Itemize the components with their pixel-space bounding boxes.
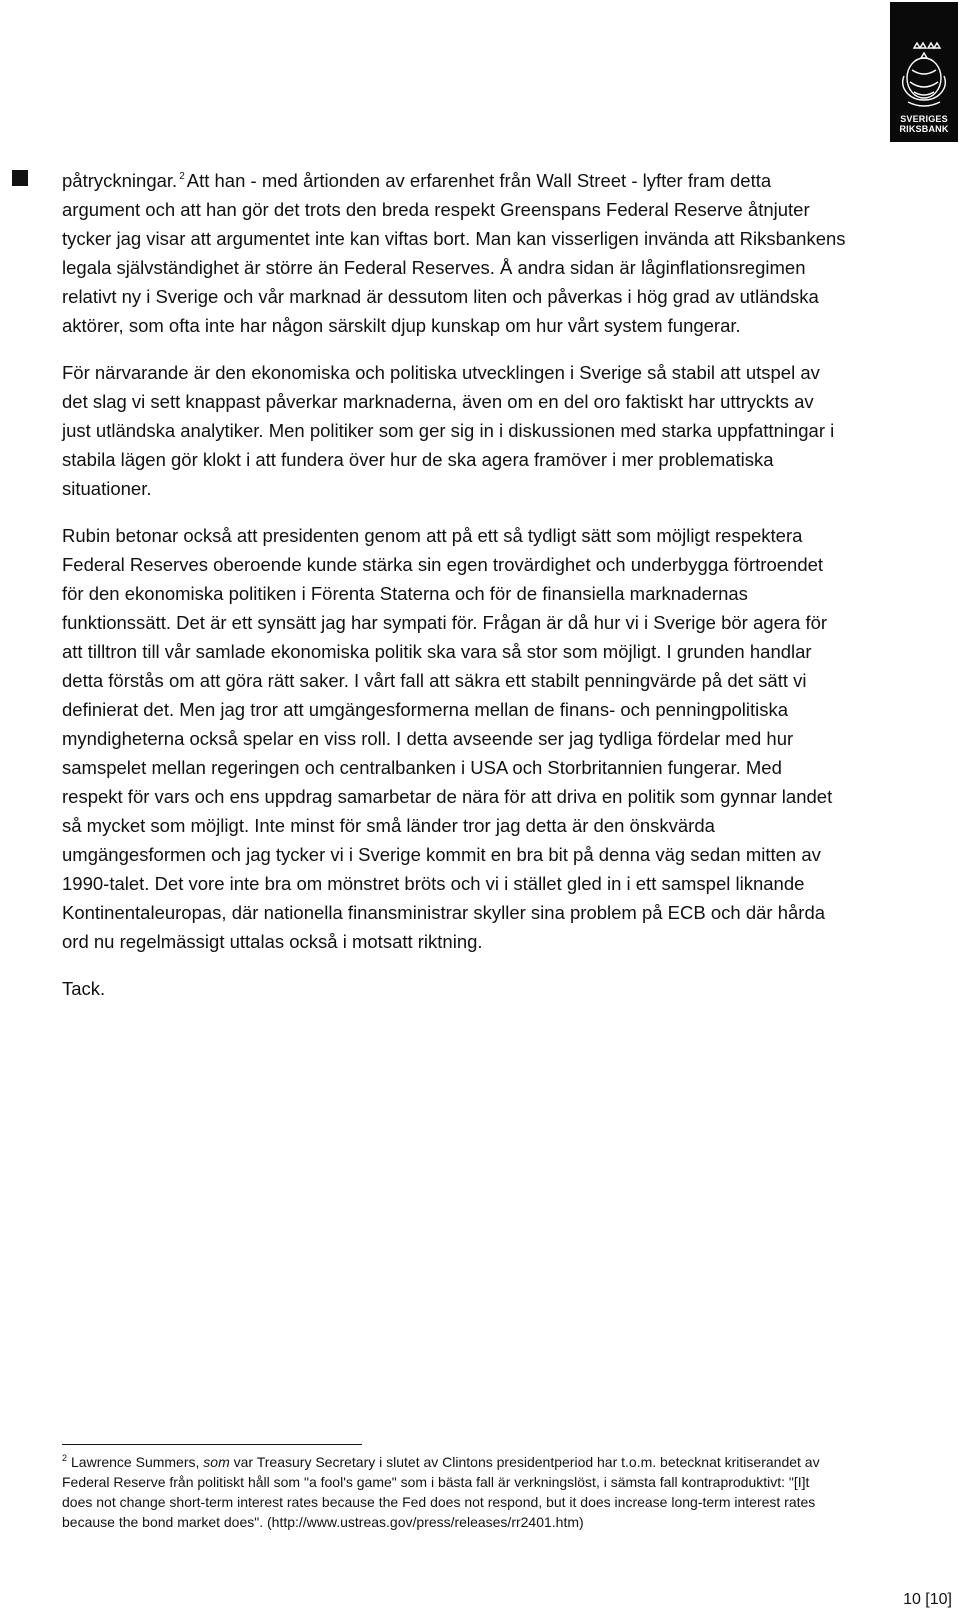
footnote-italic: som — [203, 1454, 230, 1470]
footnote — [62, 1452, 840, 1532]
footnote-ref: 2 — [179, 171, 185, 182]
paragraph-2: För närvarande är den ekonomiska och politiska utvecklingen i Sverige så stabil att utspel av det slag vi sett knappast påverkar marknaderna, även om en del oro faktiskt har uttryckts av just utländska analytiker. Men politiker som ger sig in i diskussionen med starka uppfattningar i stabila lägen gör klokt i att fundera över hur de ska agera framöver i mer problematiska situationer. — [62, 362, 835, 499]
riksbank-logo — [890, 2, 958, 142]
page-number: 10 [10] — [903, 1591, 952, 1608]
paragraph-1-rest: Att han - med årtionden av erfarenhet från Wall Street - lyfter fram detta argument och att han gör det trots den breda respekt Greenspans Federal Reserve åtnjuter tycker jag visar att argumentet inte kan viftas bort. Man kan visserligen invända att Riksbankens legala självständighet är större än Federal Reserves. Å andra sidan är låginflationsregimen relativt ny i Sverige och vår marknad är dessutom liten och påverkas i hög grad av utländska aktörer, som ofta inte har någon särskilt djup kunskap om hur vårt system fungerar. — [62, 170, 846, 336]
paragraph-3: Rubin betonar också att presidenten genom att på ett så tydligt sätt som möjligt respektera Federal Reserves oberoende kunde stärka sin egen trovärdighet och underbygga förtroendet för den ekonomiska politiken i Förenta Staterna och för de finansiella marknadernas funktionssätt. Det är ett synsätt jag har sympati för. Frågan är då hur vi i Sverige bör agera för att tilltron till vår samlade ekonomiska politik ska vara så stor som möjligt. I grunden handlar detta förstås om att göra rätt saker. I vårt fall att säkra ett stabilt penningvärde på det sätt vi definierat det. Men jag tror att umgängesformerna mellan de finans- och penningpolitiska myndigheterna också spelar en viss roll. I detta avseende ser jag tydliga fördelar med hur samspelet mellan regeringen och centralbanken i USA och Storbritannien fungerar. Med respekt för vars och ens uppdrag samarbetar de nära för att driva en politik som gynnar landet så mycket som möjligt. Inte minst för små länder tror jag detta är den önskvärda umgängesformen och jag tycker vi i Sverige kommit en bra bit på denna väg sedan mitten av 1990-talet. Det vore inte bra om mönstret bröts och vi i stället gled in i ett samspel liknande Kontinentaleuropas, där nationella finansministrar skyller sina problem på ECB och där hårda ord nu regelmässigt uttalas också i motsatt riktning. — [62, 525, 833, 952]
paragraph-4: Tack. — [62, 978, 106, 999]
footnote-number: 2 — [62, 1453, 68, 1463]
crown-crest-icon — [896, 40, 952, 112]
body-text — [62, 166, 846, 1021]
footnote-divider — [62, 1444, 362, 1445]
logo-text-line1: SVERIGES — [900, 114, 948, 124]
logo-text-line2: RIKSBANK — [899, 124, 949, 134]
footnote-text-rest: var Treasury Secretary i slutet av Clintons presidentperiod har t.o.m. betecknat kritiserandet av Federal Reserve från politiskt håll som "a fool's game" som i bästa fall är verkningslöst, i sämsta fall kontraproduktivt: "[I]t does not change short-term interest rates because the Fed does not respond, but it does increase long-term interest rates because the bond market does". (http://www.ustreas.gov/press/releases/rr2401.htm) — [62, 1454, 820, 1530]
section-marker — [12, 170, 28, 186]
paragraph-1 — [62, 166, 846, 340]
paragraph-1-start: påtryckningar. — [62, 170, 178, 191]
footnote-text-start: Lawrence Summers, — [71, 1454, 200, 1470]
